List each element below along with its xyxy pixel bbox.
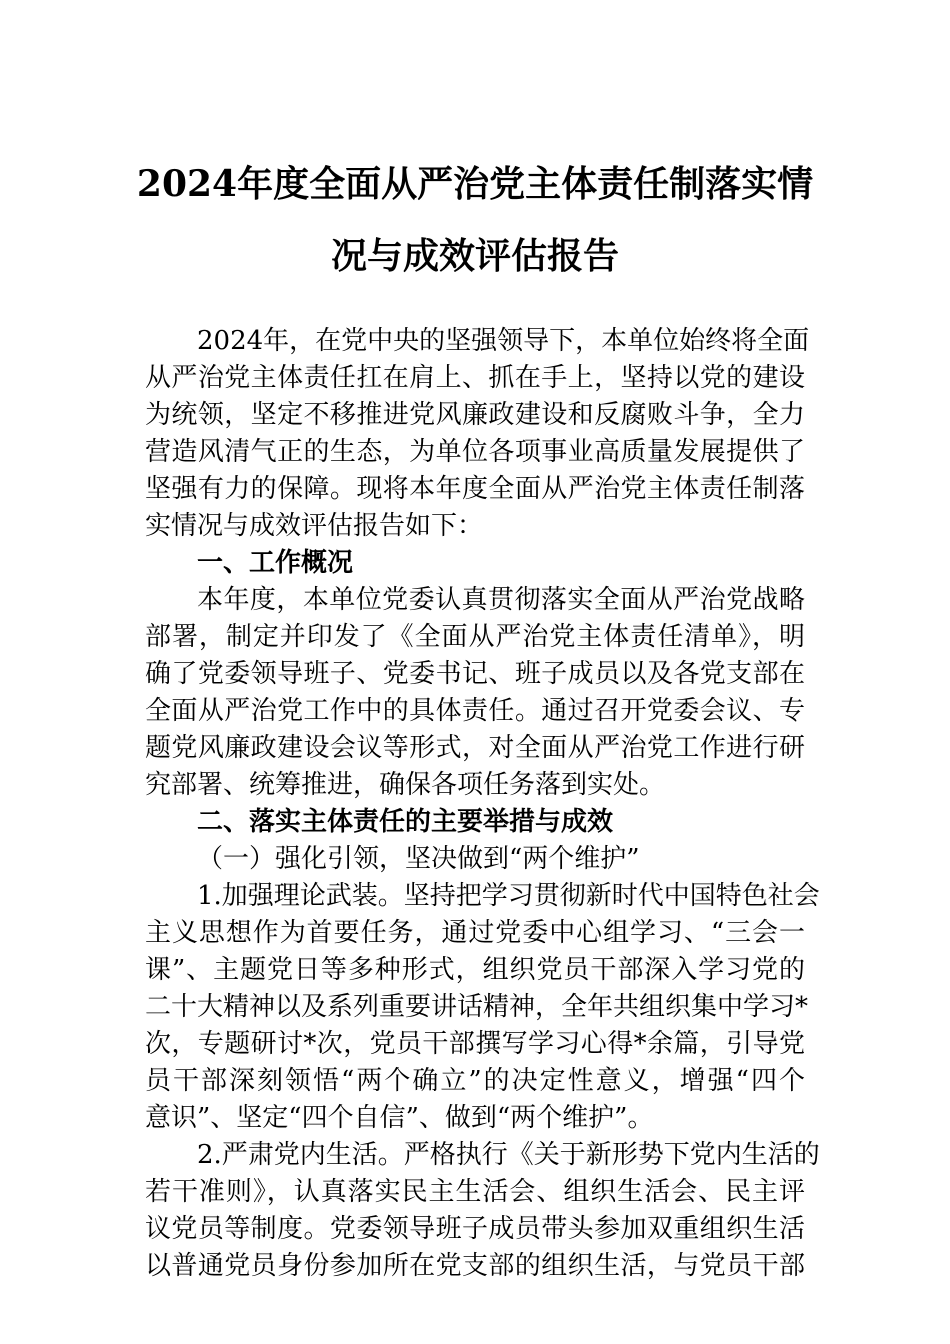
intro-line: 为统领，坚定不移推进党风廉政建设和反腐败斗争，全力 [145,400,805,430]
section1-line: 部署，制定并印发了《全面从严治党主体责任清单》，明 [145,622,805,652]
intro-line: 营造风清气正的生态，为单位各项事业高质量发展提供了 [145,437,805,467]
intro-line: 实情况与成效评估报告如下： [145,511,484,541]
item1-line: 二十大精神以及系列重要讲话精神，全年共组织集中学习* [145,992,809,1022]
item1-line: 意识”、坚定“四个自信”、做到“两个维护”。 [145,1103,654,1133]
item2-line: 议党员等制度。党委领导班子成员带头参加双重组织生活 [145,1214,805,1244]
section1-line: 本年度，本单位党委认真贯彻落实全面从严治党战略 [197,585,805,615]
section-heading: 一、工作概况 [197,548,354,578]
item1-line: 主义思想作为首要任务，通过党委中心组学习、“三会一 [145,918,805,948]
item2-line: 2.严肃党内生活。严格执行《关于新形势下党内生活的 [197,1140,820,1170]
section-heading: 二、落实主体责任的主要举措与成效 [197,807,614,837]
section1-line: 题党风廉政建设会议等形式，对全面从严治党工作进行研 [145,733,805,763]
item2-line: 以普通党员身份参加所在党支部的组织生活，与党员干部 [145,1251,805,1281]
item1-line: 次，专题研讨*次，党员干部撰写学习心得*余篇，引导党 [145,1029,805,1059]
section1-line: 究部署、统筹推进，确保各项任务落到实处。 [145,770,666,800]
section1-line: 全面从严治党工作中的具体责任。通过召开党委会议、专 [145,696,805,726]
document-title-line-1: 2024年度全面从严治党主体责任制落实情 [136,163,814,205]
intro-line: 从严治党主体责任扛在肩上、抓在手上，坚持以党的建设 [145,363,805,393]
document-title-line-2: 况与成效评估报告 [330,235,619,277]
subsection-heading: （一）强化引领，坚决做到“两个维护” [197,844,640,874]
intro-line: 坚强有力的保障。现将本年度全面从严治党主体责任制落 [145,474,805,504]
item1-line: 课”、主题党日等多种形式，组织党员干部深入学习党的 [145,955,805,985]
item2-line: 若干准则》，认真落实民主生活会、组织生活会、民主评 [145,1177,805,1207]
item1-line: 员干部深刻领悟“两个确立”的决定性意义，增强“四个 [145,1066,805,1096]
item1-line: 1.加强理论武装。坚持把学习贯彻新时代中国特色社会 [197,881,820,911]
intro-line: 2024年，在党中央的坚强领导下，本单位始终将全面 [197,326,810,356]
section1-line: 确了党委领导班子、党委书记、班子成员以及各党支部在 [145,659,805,689]
